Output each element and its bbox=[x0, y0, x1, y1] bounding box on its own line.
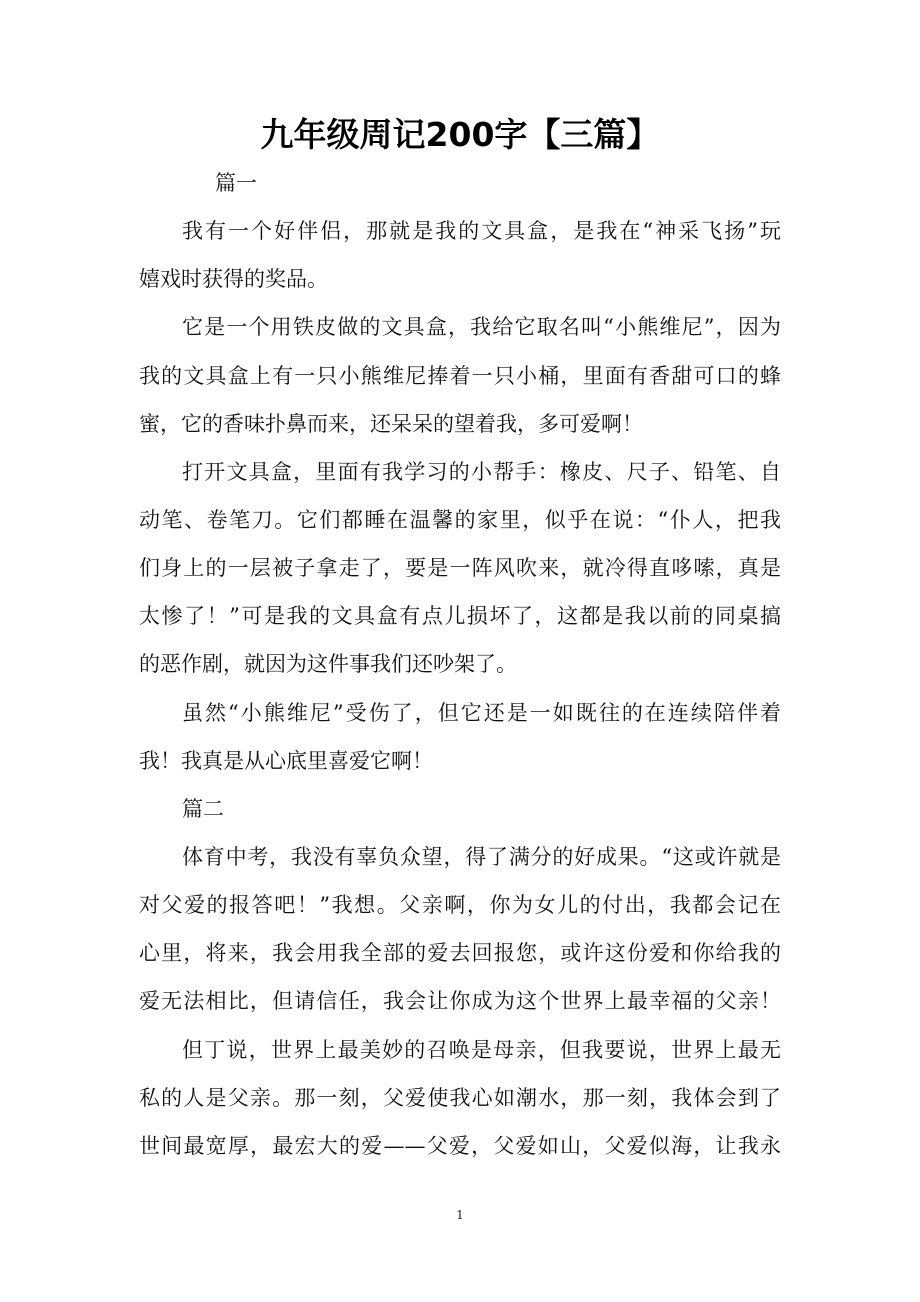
paragraph-line: 我的文具盒上有一只小熊维尼捧着一只小桶，里面有香甜可口的蜂 bbox=[139, 363, 781, 388]
paragraph-line: 嬉戏时获得的奖品。 bbox=[139, 267, 328, 292]
document-title: 九年级周记200字【三篇】 bbox=[260, 115, 660, 154]
paragraph-line: 对父爱的报答吧！”我想。父亲啊，你为女儿的付出，我都会记在 bbox=[139, 893, 781, 918]
section-heading: 篇二 bbox=[182, 796, 224, 821]
paragraph-line: 们身上的一层被子拿走了，要是一阵风吹来，就冷得直哆嗦，真是 bbox=[139, 556, 781, 581]
paragraph-line: 私的人是父亲。那一刻，父爱使我心如潮水，那一刻，我体会到了 bbox=[139, 1085, 781, 1110]
paragraph-line: 爱无法相比，但请信任，我会让你成为这个世界上最幸福的父亲！ bbox=[139, 989, 781, 1014]
paragraph-line: 我有一个好伴侣，那就是我的文具盒，是我在“神采飞扬”玩 bbox=[182, 219, 781, 244]
document-body bbox=[139, 159, 781, 1170]
paragraph-line: 虽然“小熊维尼”受伤了，但它还是一如既往的在连续陪伴着 bbox=[182, 700, 781, 725]
paragraph-line: 蜜，它的香味扑鼻而来，还呆呆的望着我，多可爱啊！ bbox=[139, 411, 643, 436]
paragraph-line: 太惨了！”可是我的文具盒有点儿损坏了，这都是我以前的同桌搞 bbox=[139, 604, 781, 629]
paragraph-line: 的恶作剧，就因为这件事我们还吵架了。 bbox=[139, 652, 517, 677]
paragraph-line: 体育中考，我没有辜负众望，得了满分的好成果。“这或许就是 bbox=[182, 844, 781, 869]
paragraph-line: 打开文具盒，里面有我学习的小帮手：橡皮、尺子、铅笔、自 bbox=[182, 459, 781, 484]
paragraph-line: 世间最宽厚，最宏大的爱——父爱，父爱如山，父爱似海，让我永 bbox=[139, 1133, 781, 1158]
paragraph-line: 但丁说，世界上最美妙的召唤是母亲，但我要说，世界上最无 bbox=[182, 1037, 781, 1062]
paragraph-line: 我！我真是从心底里喜爱它啊！ bbox=[139, 748, 433, 773]
section-heading: 篇一 bbox=[215, 171, 257, 195]
paragraph-line: 动笔、卷笔刀。它们都睡在温馨的家里，似乎在说：“仆人，把我 bbox=[139, 507, 781, 532]
page-number: 1 bbox=[456, 1208, 464, 1222]
paragraph-line: 心里，将来，我会用我全部的爱去回报您，或许这份爱和你给我的 bbox=[139, 941, 781, 966]
paragraph-line: 它是一个用铁皮做的文具盒，我给它取名叫“小熊维尼”，因为 bbox=[182, 315, 781, 340]
